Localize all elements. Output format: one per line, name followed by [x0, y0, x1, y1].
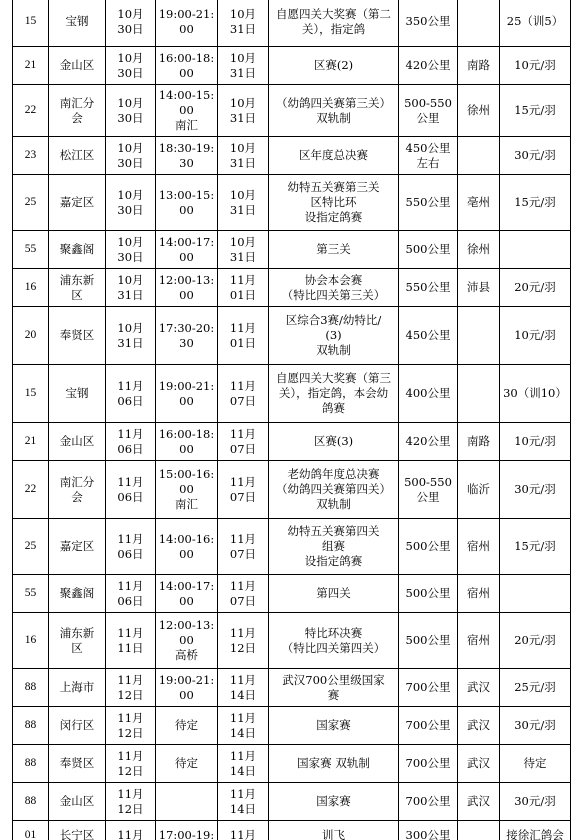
fee-cell: 30元/羽 — [500, 461, 571, 519]
distance-cell: 450公里 左右 — [399, 137, 458, 175]
race-cell: 国家赛 — [269, 707, 399, 745]
release-place-cell: 武汉 — [458, 745, 500, 783]
table-row — [13, 307, 571, 365]
release-place-cell — [458, 821, 500, 840]
ship-time-cell: 19:00-21: 00 — [156, 669, 218, 707]
ship-date-cell: 10月 30日 — [106, 175, 156, 231]
club-cell: 嘉定区 — [49, 175, 106, 231]
ship-date-cell: 10月 31日 — [106, 269, 156, 307]
fee-cell: 20元/羽 — [500, 613, 571, 669]
fly-date-cell: 11月 14日 — [218, 707, 269, 745]
release-place-cell: 亳州 — [458, 175, 500, 231]
ship-time-cell: 19:00-21: 00 — [156, 365, 218, 423]
distance-cell: 700公里 — [399, 783, 458, 821]
fly-date-cell: 11月 07日 — [218, 365, 269, 423]
ship-date-cell: 11月 06日 — [106, 461, 156, 519]
table-row — [13, 47, 571, 85]
fly-date-cell: 11月 14日 — [218, 745, 269, 783]
distance-cell: 500-550 公里 — [399, 461, 458, 519]
club-cell: 金山区 — [49, 783, 106, 821]
fly-date-cell: 10月 31日 — [218, 137, 269, 175]
schedule-rows — [13, 0, 571, 840]
race-cell: 老幼鸽年度总决赛 （幼鸽四关赛第四关） 双轨制 — [269, 461, 399, 519]
fly-date-cell: 10月 31日 — [218, 47, 269, 85]
distance-cell: 450公里 — [399, 307, 458, 365]
code-cell: 22 — [13, 461, 49, 519]
race-cell: 第三关 — [269, 231, 399, 269]
ship-time-cell: 16:00-18: 00 — [156, 423, 218, 461]
code-cell: 23 — [13, 137, 49, 175]
table-row — [13, 365, 571, 423]
table-row — [13, 85, 571, 137]
race-cell: 区赛(3) — [269, 423, 399, 461]
fee-cell: 15元/羽 — [500, 175, 571, 231]
fee-cell: 15元/羽 — [500, 519, 571, 575]
release-place-cell: 武汉 — [458, 783, 500, 821]
ship-time-cell: 14:00-17: 00 — [156, 231, 218, 269]
code-cell: 15 — [13, 0, 49, 47]
fee-cell: 10元/羽 — [500, 47, 571, 85]
ship-date-cell: 10月 30日 — [106, 137, 156, 175]
code-cell: 55 — [13, 231, 49, 269]
release-place-cell: 沛县 — [458, 269, 500, 307]
ship-date-cell: 11月 06日 — [106, 365, 156, 423]
club-cell: 上海市 — [49, 669, 106, 707]
club-cell: 聚鑫阁 — [49, 231, 106, 269]
table-row — [13, 669, 571, 707]
table-row — [13, 821, 571, 840]
race-cell: 协会本会赛 （特比四关第三关） — [269, 269, 399, 307]
release-place-cell: 武汉 — [458, 669, 500, 707]
club-cell: 南汇分 会 — [49, 85, 106, 137]
distance-cell: 500公里 — [399, 231, 458, 269]
ship-time-cell: 18:30-19: 30 — [156, 137, 218, 175]
release-place-cell: 宿州 — [458, 575, 500, 613]
code-cell: 16 — [13, 269, 49, 307]
table-row — [13, 519, 571, 575]
fly-date-cell: 11月 07日 — [218, 461, 269, 519]
race-cell: 武汉700公里级国家 赛 — [269, 669, 399, 707]
club-cell: 宝钢 — [49, 0, 106, 47]
ship-time-cell: 15:00-16: 00 南汇 — [156, 461, 218, 519]
release-place-cell — [458, 365, 500, 423]
club-cell: 宝钢 — [49, 365, 106, 423]
code-cell: 21 — [13, 47, 49, 85]
club-cell: 金山区 — [49, 423, 106, 461]
release-place-cell — [458, 0, 500, 47]
ship-date-cell: 11月 12日 — [106, 707, 156, 745]
fee-cell: 30元/羽 — [500, 137, 571, 175]
ship-date-cell: 11月 — [106, 821, 156, 840]
fly-date-cell: 11月 01日 — [218, 269, 269, 307]
code-cell: 20 — [13, 307, 49, 365]
table-row — [13, 0, 571, 47]
ship-time-cell: 12:00-13: 00 — [156, 269, 218, 307]
ship-time-cell: 待定 — [156, 745, 218, 783]
club-cell: 南汇分 会 — [49, 461, 106, 519]
code-cell: 88 — [13, 783, 49, 821]
ship-date-cell: 11月 06日 — [106, 575, 156, 613]
release-place-cell: 南路 — [458, 47, 500, 85]
race-cell: 区综合3赛/幼特比/ (3) 双轨制 — [269, 307, 399, 365]
race-cell: 国家赛 双轨制 — [269, 745, 399, 783]
code-cell: 21 — [13, 423, 49, 461]
table-row — [13, 231, 571, 269]
fly-date-cell: 11月 01日 — [218, 307, 269, 365]
release-place-cell: 南路 — [458, 423, 500, 461]
distance-cell: 350公里 — [399, 0, 458, 47]
ship-date-cell: 11月 12日 — [106, 745, 156, 783]
code-cell: 88 — [13, 707, 49, 745]
ship-date-cell: 10月 30日 — [106, 231, 156, 269]
table-row — [13, 783, 571, 821]
ship-time-cell: 14:00-16: 00 — [156, 519, 218, 575]
ship-time-cell — [156, 783, 218, 821]
ship-time-cell: 16:00-18: 00 — [156, 47, 218, 85]
ship-date-cell: 10月 30日 — [106, 85, 156, 137]
fee-cell: 30元/羽 — [500, 707, 571, 745]
distance-cell: 400公里 — [399, 365, 458, 423]
fee-cell: 10元/羽 — [500, 423, 571, 461]
code-cell: 88 — [13, 745, 49, 783]
club-cell: 浦东新 区 — [49, 613, 106, 669]
release-place-cell: 宿州 — [458, 613, 500, 669]
code-cell: 55 — [13, 575, 49, 613]
club-cell: 浦东新 区 — [49, 269, 106, 307]
club-cell: 闵行区 — [49, 707, 106, 745]
race-cell: （幼鸽四关赛第三关） 双轨制 — [269, 85, 399, 137]
ship-time-cell: 14:00-15: 00 南汇 — [156, 85, 218, 137]
table-row — [13, 613, 571, 669]
club-cell: 奉贤区 — [49, 745, 106, 783]
table-row — [13, 137, 571, 175]
ship-time-cell: 17:30-20: 30 — [156, 307, 218, 365]
distance-cell: 700公里 — [399, 707, 458, 745]
ship-date-cell: 11月 06日 — [106, 423, 156, 461]
race-cell: 幼特五关赛第四关 组赛 设指定鸽赛 — [269, 519, 399, 575]
fly-date-cell: 11月 14日 — [218, 783, 269, 821]
club-cell: 奉贤区 — [49, 307, 106, 365]
race-cell: 幼特五关赛第三关 区特比环 设指定鸽赛 — [269, 175, 399, 231]
distance-cell: 700公里 — [399, 745, 458, 783]
fly-date-cell: 11月 12日 — [218, 613, 269, 669]
race-cell: 第四关 — [269, 575, 399, 613]
table-row — [13, 461, 571, 519]
distance-cell: 500-550 公里 — [399, 85, 458, 137]
fly-date-cell: 10月 31日 — [218, 85, 269, 137]
release-place-cell — [458, 137, 500, 175]
table-row — [13, 175, 571, 231]
fee-cell: 30元/羽 — [500, 783, 571, 821]
ship-date-cell: 11月 12日 — [106, 669, 156, 707]
ship-time-cell: 14:00-17: 00 — [156, 575, 218, 613]
ship-date-cell: 10月 31日 — [106, 307, 156, 365]
release-place-cell: 武汉 — [458, 707, 500, 745]
fee-cell: 30（训10） — [500, 365, 571, 423]
distance-cell: 300公里 — [399, 821, 458, 840]
fee-cell — [500, 231, 571, 269]
code-cell: 15 — [13, 365, 49, 423]
table-row — [13, 707, 571, 745]
distance-cell: 500公里 — [399, 575, 458, 613]
fly-date-cell: 10月 31日 — [218, 231, 269, 269]
fly-date-cell: 11月 14日 — [218, 669, 269, 707]
distance-cell: 500公里 — [399, 613, 458, 669]
fee-cell: 25（训5） — [500, 0, 571, 47]
club-cell: 金山区 — [49, 47, 106, 85]
ship-date-cell: 11月 12日 — [106, 783, 156, 821]
race-cell: 区年度总决赛 — [269, 137, 399, 175]
ship-date-cell: 10月 30日 — [106, 0, 156, 47]
distance-cell: 550公里 — [399, 175, 458, 231]
club-cell: 长宁区 — [49, 821, 106, 840]
fee-cell: 15元/羽 — [500, 85, 571, 137]
ship-date-cell: 11月 06日 — [106, 519, 156, 575]
fly-date-cell: 11月 — [218, 821, 269, 840]
fee-cell: 25元/羽 — [500, 669, 571, 707]
code-cell: 25 — [13, 175, 49, 231]
ship-time-cell: 待定 — [156, 707, 218, 745]
club-cell: 松江区 — [49, 137, 106, 175]
fly-date-cell: 11月 07日 — [218, 575, 269, 613]
release-place-cell — [458, 307, 500, 365]
fly-date-cell: 11月 07日 — [218, 423, 269, 461]
fee-cell: 20元/羽 — [500, 269, 571, 307]
release-place-cell: 徐州 — [458, 231, 500, 269]
fly-date-cell: 11月 07日 — [218, 519, 269, 575]
ship-date-cell: 11月 11日 — [106, 613, 156, 669]
fee-cell — [500, 575, 571, 613]
race-cell: 自愿四关大奖赛（第三 关），指定鸽，本会幼 鸽赛 — [269, 365, 399, 423]
race-cell: 自愿四关大奖赛（第二 关），指定鸽 — [269, 0, 399, 47]
distance-cell: 420公里 — [399, 47, 458, 85]
code-cell: 16 — [13, 613, 49, 669]
code-cell: 01 — [13, 821, 49, 840]
release-place-cell: 临沂 — [458, 461, 500, 519]
fee-cell: 10元/羽 — [500, 307, 571, 365]
distance-cell: 550公里 — [399, 269, 458, 307]
table-row — [13, 575, 571, 613]
race-cell: 特比环决赛 （特比四关第四关） — [269, 613, 399, 669]
release-place-cell: 徐州 — [458, 85, 500, 137]
race-cell: 国家赛 — [269, 783, 399, 821]
ship-time-cell: 13:00-15: 00 — [156, 175, 218, 231]
table-row — [13, 423, 571, 461]
distance-cell: 420公里 — [399, 423, 458, 461]
race-schedule-table — [12, 0, 571, 840]
distance-cell: 700公里 — [399, 669, 458, 707]
fly-date-cell: 10月 31日 — [218, 175, 269, 231]
release-place-cell: 宿州 — [458, 519, 500, 575]
table-row — [13, 269, 571, 307]
code-cell: 22 — [13, 85, 49, 137]
fee-cell: 待定 — [500, 745, 571, 783]
fee-cell: 接徐汇鸽会 — [500, 821, 571, 840]
distance-cell: 500公里 — [399, 519, 458, 575]
race-cell: 区赛(2) — [269, 47, 399, 85]
race-cell: 训飞 — [269, 821, 399, 840]
club-cell: 嘉定区 — [49, 519, 106, 575]
ship-date-cell: 10月 30日 — [106, 47, 156, 85]
fly-date-cell: 10月 31日 — [218, 0, 269, 47]
ship-time-cell: 12:00-13: 00 高桥 — [156, 613, 218, 669]
table-row — [13, 745, 571, 783]
ship-time-cell: 17:00-19: — [156, 821, 218, 840]
ship-time-cell: 19:00-21: 00 — [156, 0, 218, 47]
code-cell: 88 — [13, 669, 49, 707]
club-cell: 聚鑫阁 — [49, 575, 106, 613]
code-cell: 25 — [13, 519, 49, 575]
